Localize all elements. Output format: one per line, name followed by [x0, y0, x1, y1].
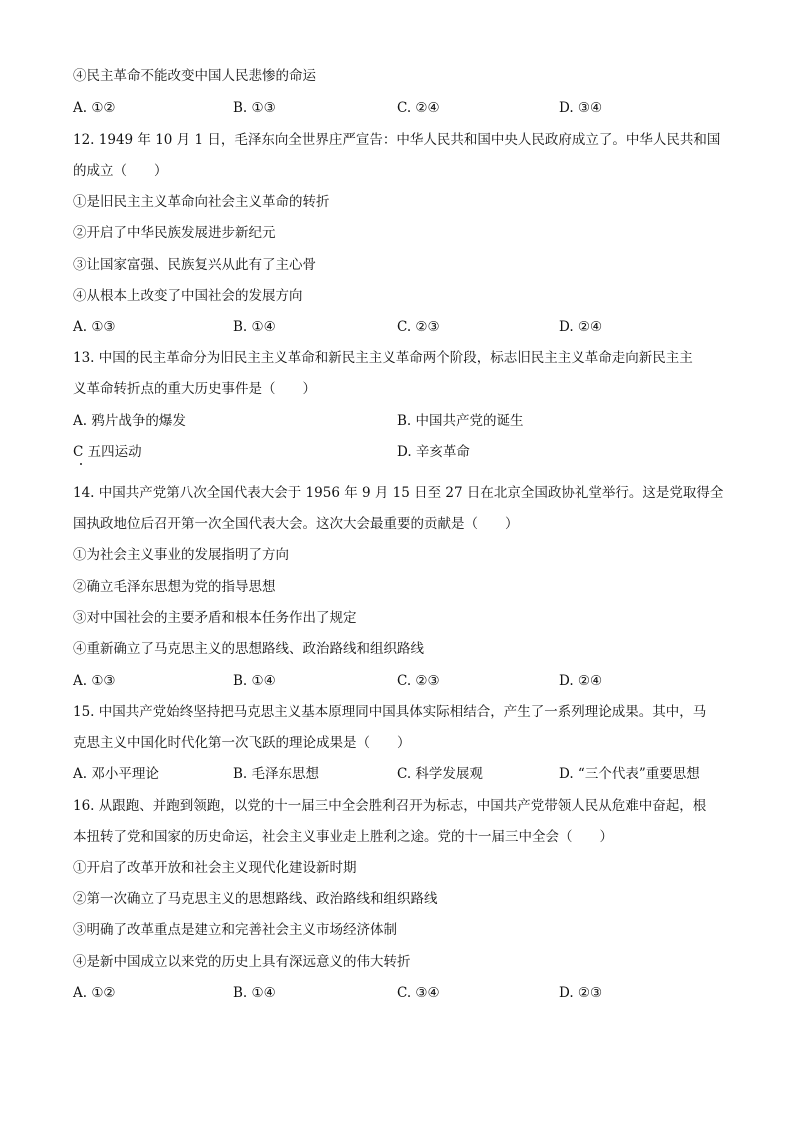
q15-option-c[interactable]: C. 科学发展观 [397, 766, 483, 782]
q15-option-a[interactable]: A. 邓小平理论 [73, 766, 159, 782]
q14-option-c[interactable]: C. ②③ [397, 673, 440, 689]
q14-item-3: ③对中国社会的主要矛盾和根本任务作出了规定 [73, 610, 357, 626]
q12-options [73, 318, 733, 336]
q12-option-c[interactable]: C. ②③ [397, 319, 440, 335]
q11-options [73, 99, 733, 117]
q13-stem-line-2: 义革命转折点的重大历史事件是（ ） [73, 381, 316, 397]
q11-option-a[interactable]: A. ①② [73, 100, 116, 116]
q15-stem-line-2: 克思主义中国化时代化第一次飞跃的理论成果是（ ） [73, 735, 411, 751]
q12-stem-line-1: 12. 1949 年 10 月 1 日，毛泽东向全世界庄严宣告：中华人民共和国中央人民政府成立了。中华人民共和国 [73, 132, 721, 148]
q12-option-d[interactable]: D. ②④ [559, 319, 603, 335]
q16-option-d[interactable]: D. ②③ [559, 985, 603, 1001]
q13-option-c[interactable]: C 五四运动 [73, 444, 142, 460]
q13-options-row-2 [73, 443, 733, 461]
q13-stem-line-1: 13. 中国的民主革命分为旧民主主义革命和新民主主义革命两个阶段，标志旧民主主义革命走向新民主主 [73, 350, 693, 366]
q12-option-b[interactable]: B. ①④ [233, 319, 276, 335]
q14-item-1: ①为社会主义事业的发展指明了方向 [73, 547, 289, 563]
q14-options [73, 672, 733, 690]
q16-option-b[interactable]: B. ①④ [233, 985, 276, 1001]
q13-options-row-1 [73, 412, 733, 430]
q14-item-4: ④重新确立了马克思主义的思想路线、政治路线和组织路线 [73, 641, 424, 657]
q15-option-b[interactable]: B. 毛泽东思想 [233, 766, 320, 782]
q15-options [73, 765, 733, 783]
q16-stem-line-1: 16. 从跟跑、并跑到领跑，以党的十一届三中全会胜利召开为标志，中国共产党带领人民从危难中奋起，根 [73, 798, 707, 814]
q13-option-b[interactable]: B. 中国共产党的诞生 [397, 413, 524, 429]
q12-item-1: ①是旧民主主义革命向社会主义革命的转折 [73, 194, 330, 210]
q13-option-d[interactable]: D. 辛亥革命 [397, 444, 470, 460]
stray-dot-mark [80, 463, 82, 465]
q16-option-c[interactable]: C. ③④ [397, 985, 440, 1001]
q14-option-d[interactable]: D. ②④ [559, 673, 603, 689]
q14-item-2: ②确立毛泽东思想为党的指导思想 [73, 579, 276, 595]
q14-option-a[interactable]: A. ①③ [73, 673, 116, 689]
q16-item-4: ④是新中国成立以来党的历史上具有深远意义的伟大转折 [73, 954, 411, 970]
q15-stem-line-1: 15. 中国共产党始终坚持把马克思主义基本原理同中国具体实际相结合，产生了一系列理论成果。其中，马 [73, 704, 707, 720]
q16-option-a[interactable]: A. ①② [73, 985, 116, 1001]
q12-stem-line-2: 的成立（ ） [73, 163, 168, 179]
q16-stem-line-2: 本扭转了党和国家的历史命运，社会主义事业走上胜利之途。党的十一届三中全会（ ） [73, 829, 613, 845]
q12-item-2: ②开启了中华民族发展进步新纪元 [73, 225, 276, 241]
q16-item-1: ①开启了改革开放和社会主义现代化建设新时期 [73, 860, 357, 876]
q16-item-2: ②第一次确立了马克思主义的思想路线、政治路线和组织路线 [73, 891, 438, 907]
q12-option-a[interactable]: A. ①③ [73, 319, 116, 335]
q14-stem-line-1: 14. 中国共产党第八次全国代表大会于 1956 年 9 月 15 日至 27 日在北京全国政协礼堂举行。这是党取得全 [73, 485, 724, 501]
q11-option-d[interactable]: D. ③④ [559, 100, 603, 116]
q16-item-3: ③明确了改革重点是建立和完善社会主义市场经济体制 [73, 922, 397, 938]
q12-item-4: ④从根本上改变了中国社会的发展方向 [73, 288, 303, 304]
q14-option-b[interactable]: B. ①④ [233, 673, 276, 689]
q11-option-b[interactable]: B. ①③ [233, 100, 276, 116]
q13-option-a[interactable]: A. 鸦片战争的爆发 [73, 413, 186, 429]
q14-stem-line-2: 国执政地位后召开第一次全国代表大会。这次大会最重要的贡献是（ ） [73, 516, 519, 532]
q16-options [73, 984, 733, 1002]
q12-item-3: ③让国家富强、民族复兴从此有了主心骨 [73, 257, 316, 273]
q15-option-d[interactable]: D. “三个代表”重要思想 [559, 766, 700, 782]
q11-option-c[interactable]: C. ②④ [397, 100, 440, 116]
q11-item-4: ④民主革命不能改变中国人民悲惨的命运 [73, 68, 316, 84]
